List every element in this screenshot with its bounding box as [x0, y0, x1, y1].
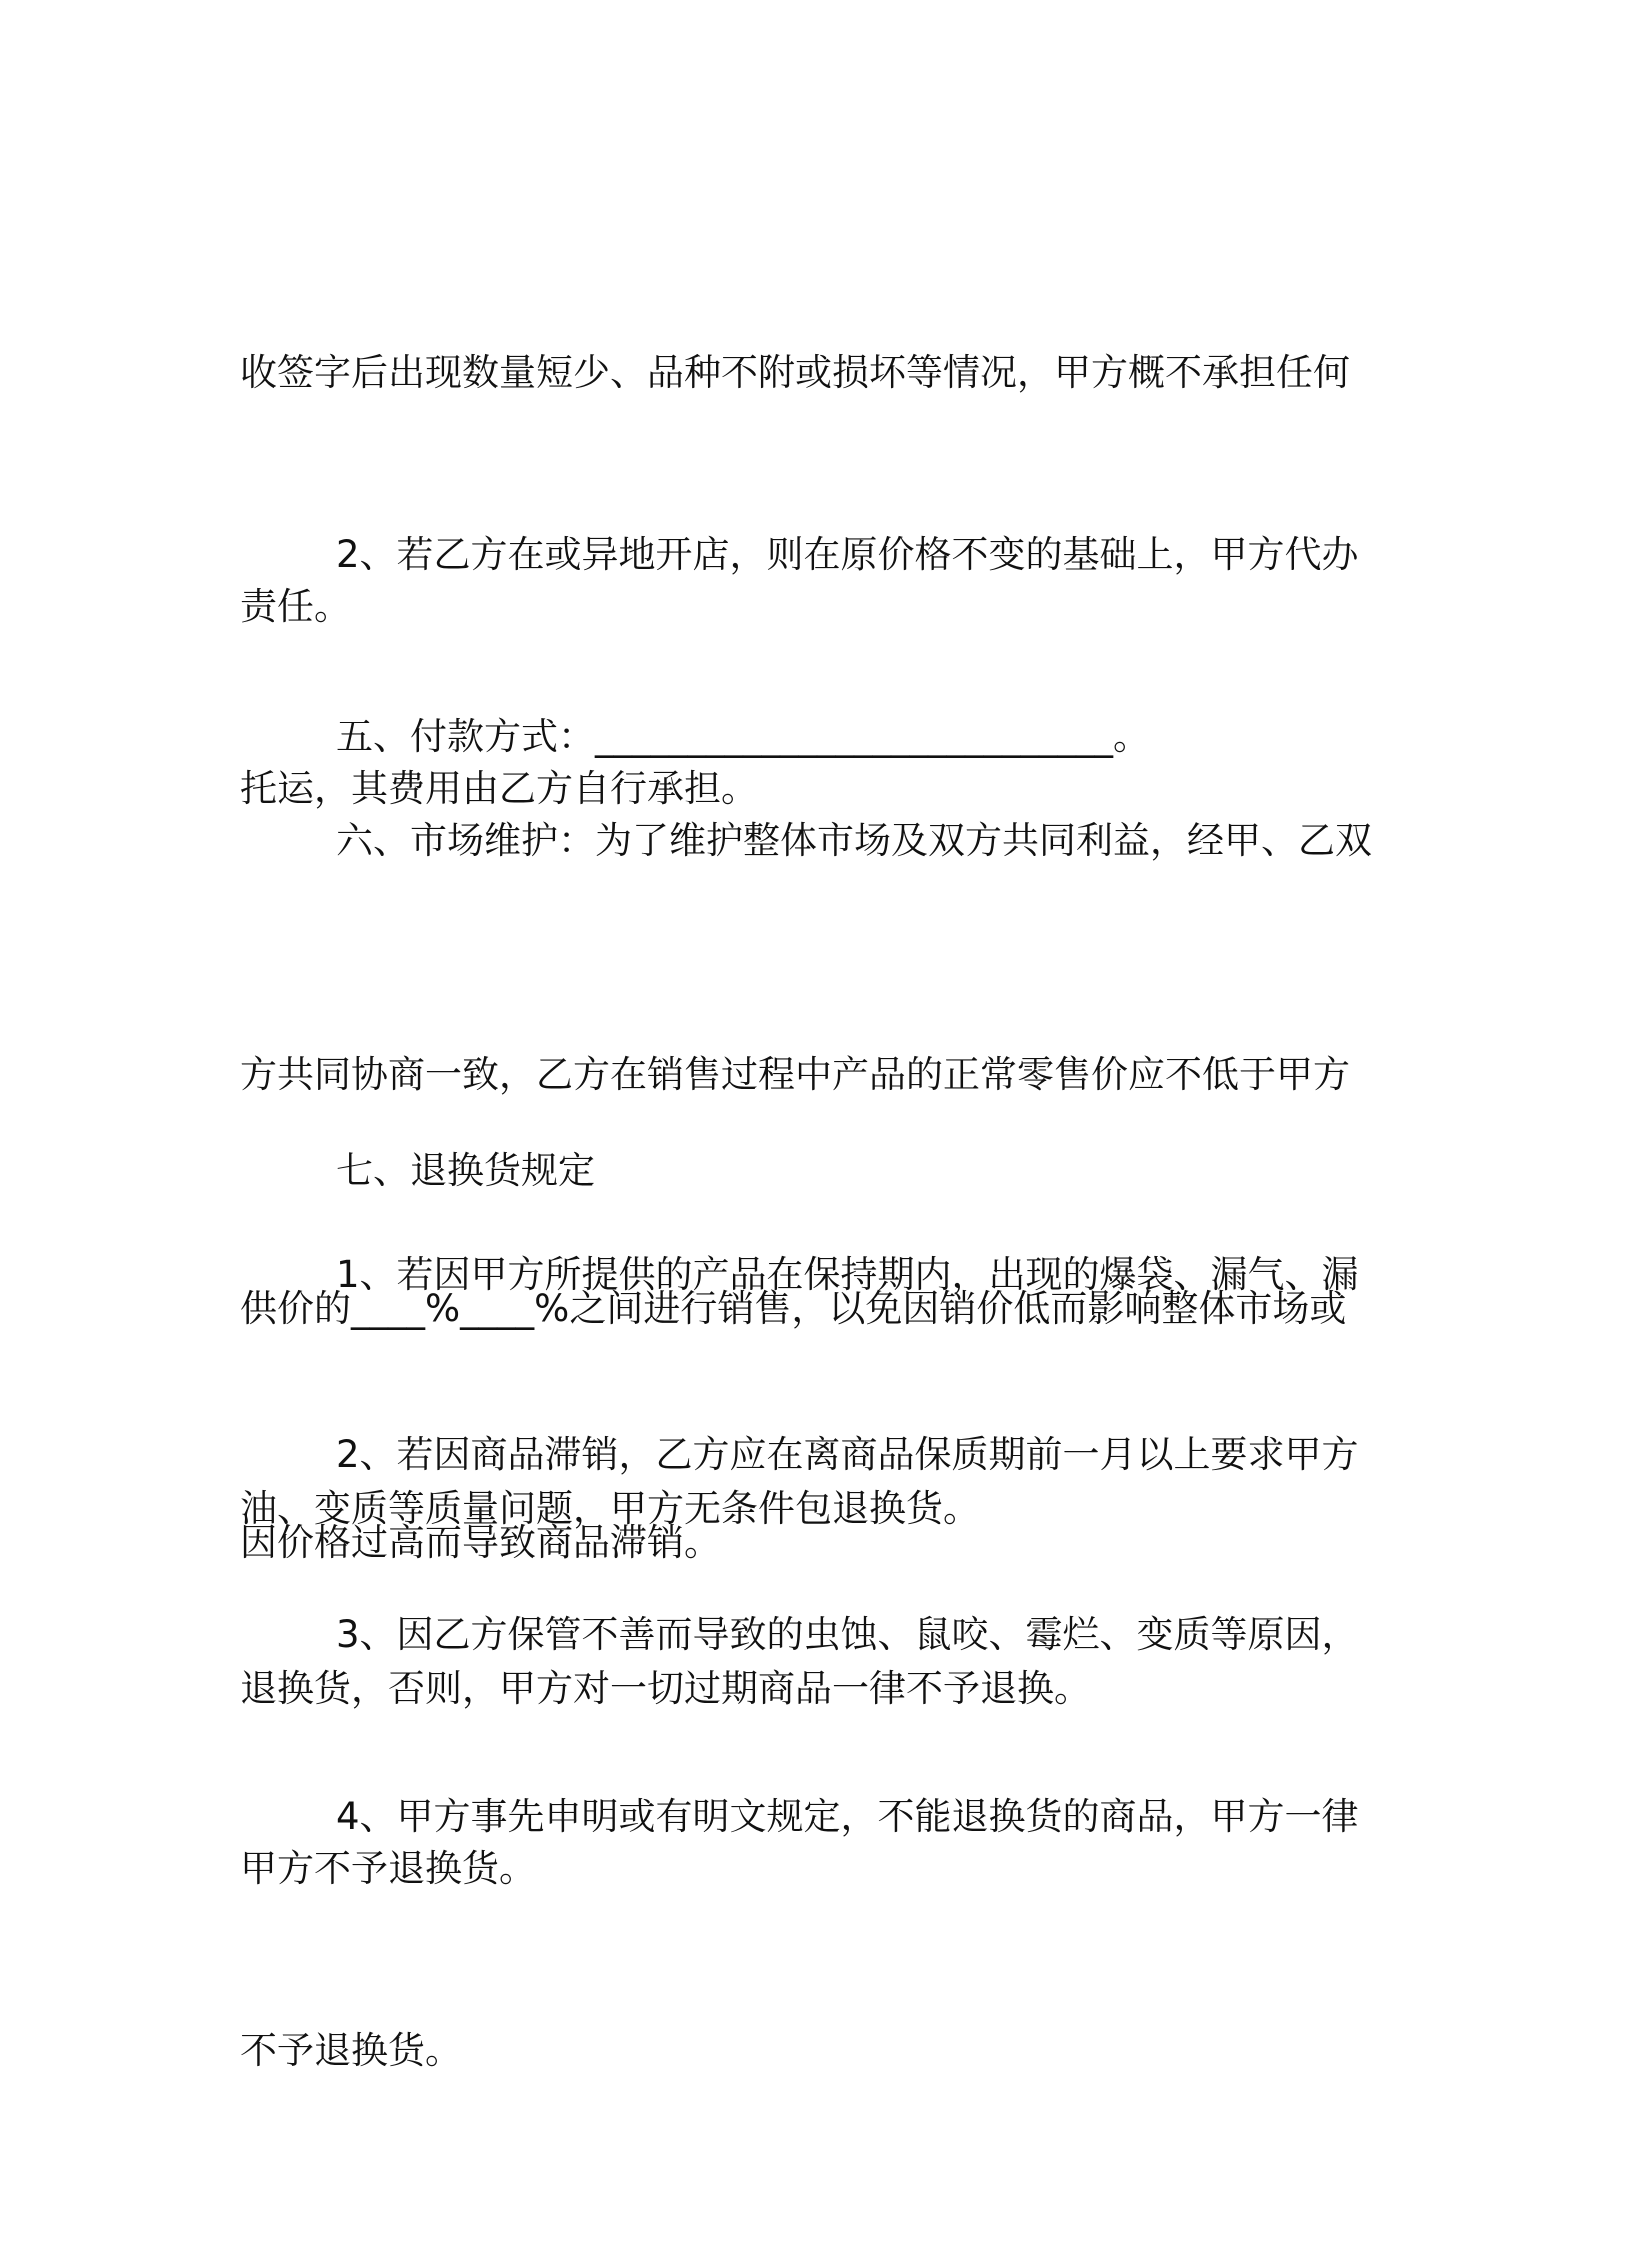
- text-line: 不予退换货。: [240, 2029, 462, 2072]
- text-line: 托运，其费用由乙方自行承担。: [240, 767, 758, 810]
- text-line: 1、若因甲方所提供的产品在保持期内，出现的爆袋、漏气、漏: [336, 1253, 1359, 1296]
- text-line: 2、若乙方在或异地开店，则在原价格不变的基础上，甲方代办: [336, 533, 1359, 576]
- text-line: 七、退换货规定: [336, 1149, 595, 1192]
- text-line: 因价格过高而导致商品滞销。: [240, 1521, 721, 1564]
- paragraph-return-rule-4: [240, 1622, 1390, 2246]
- text-line: 方共同协商一致，乙方在销售过程中产品的正常零售价应不低于甲方: [240, 1053, 1350, 1096]
- text-line: 五、付款方式：____________________________。: [336, 715, 1150, 758]
- text-line: 3、因乙方保管不善而导致的虫蚀、鼠咬、霉烂、变质等原因，: [336, 1613, 1359, 1656]
- text-line: 退换货，否则，甲方对一切过期商品一律不予退换。: [240, 1667, 1091, 1710]
- text-line: 4、甲方事先申明或有明文规定，不能退换货的商品，甲方一律: [336, 1795, 1359, 1838]
- text-line: 责任。: [240, 585, 351, 628]
- text-line: 供价的____%____%之间进行销售，以免因销价低而影响整体市场或: [240, 1287, 1347, 1330]
- text-line: 六、市场维护：为了维护整体市场及双方共同利益，经甲、乙双: [336, 819, 1372, 862]
- text-line: 甲方不予退换货。: [240, 1847, 536, 1890]
- text-line: 油、变质等质量问题，甲方无条件包退换货。: [240, 1487, 980, 1530]
- text-line: 2、若因商品滞销，乙方应在离商品保质期前一月以上要求甲方: [336, 1433, 1359, 1476]
- text-line: 收签字后出现数量短少、品种不附或损坏等情况，甲方概不承担任何: [240, 351, 1350, 394]
